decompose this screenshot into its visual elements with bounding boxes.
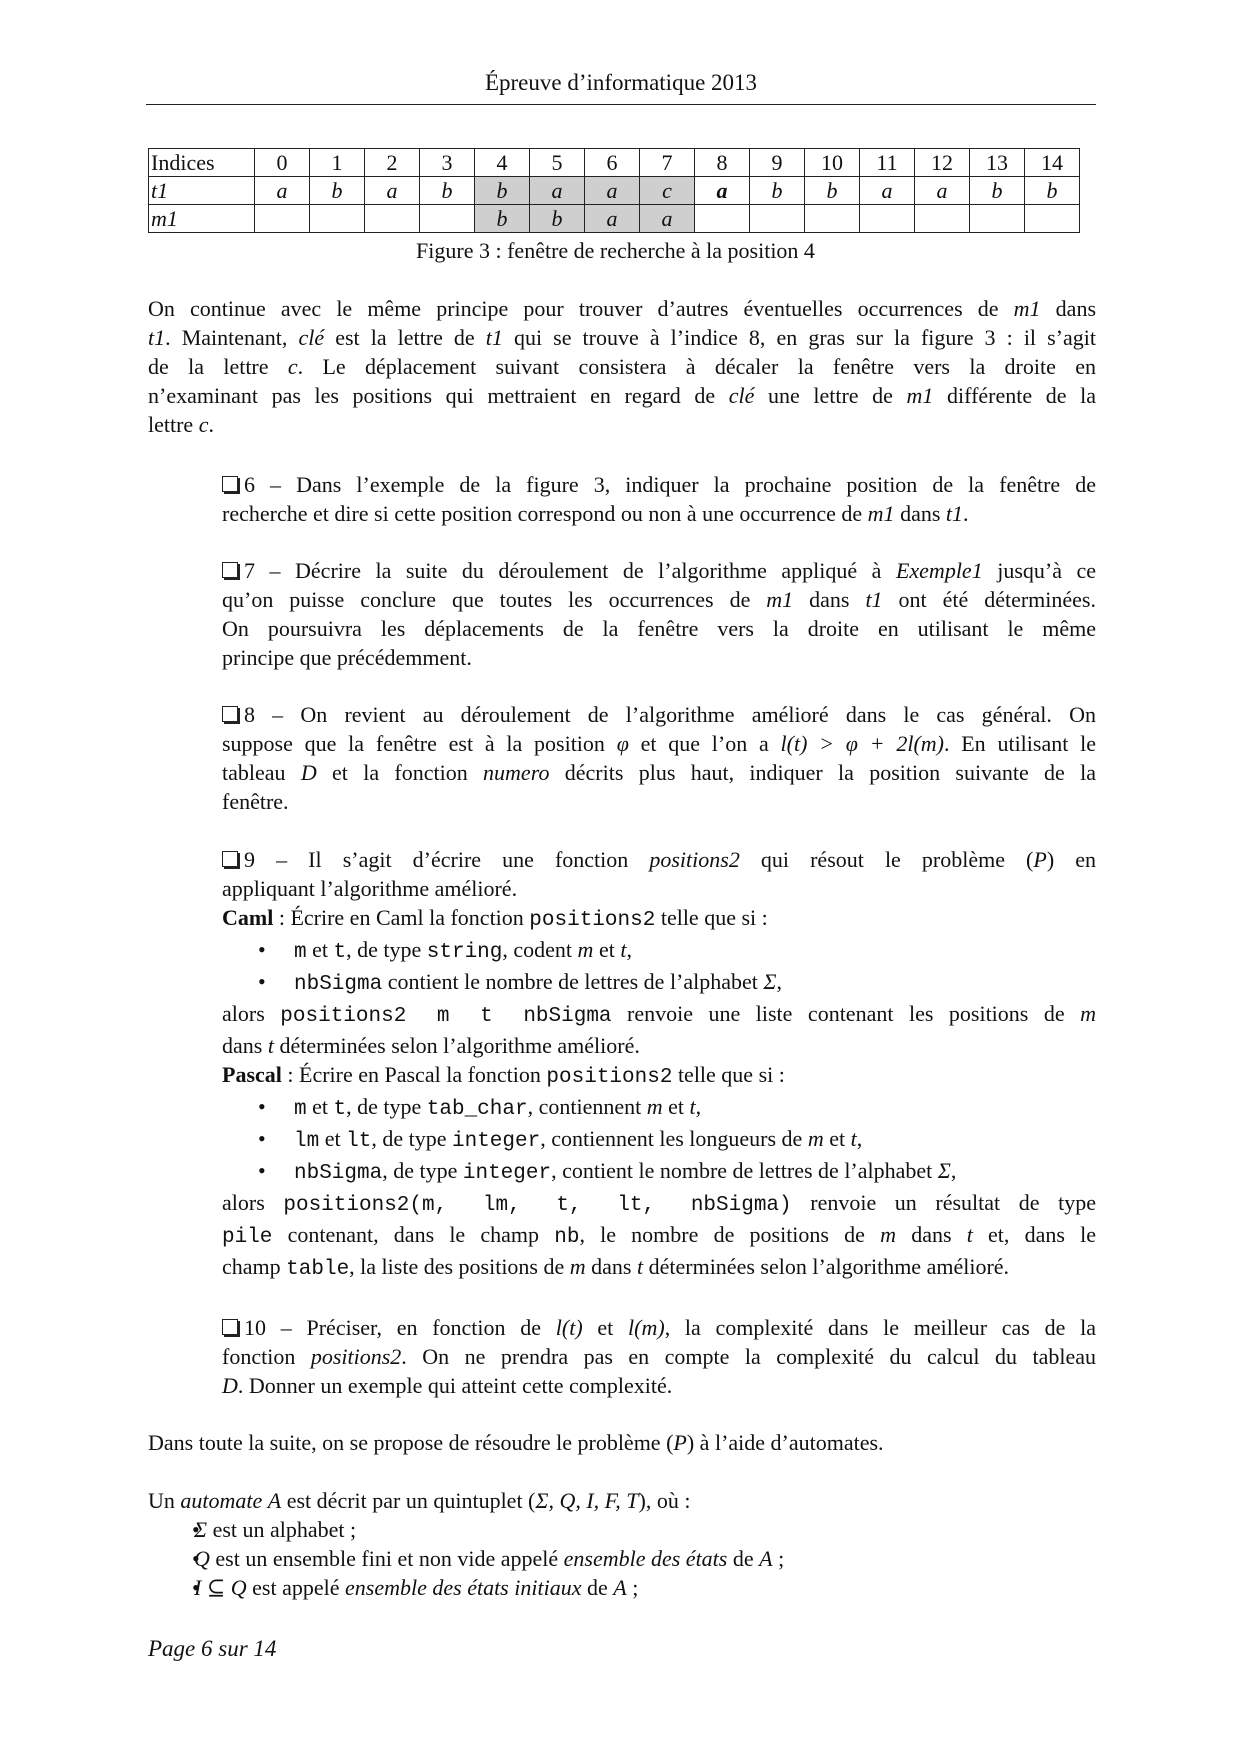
text-span: dans [793,587,866,612]
text-span [222,1342,1096,1371]
index-cell: 0 [255,149,310,177]
m1-cell [750,205,805,233]
t1-cell: b [750,177,805,205]
text-span: , de type [382,1158,463,1183]
text-span: nbSigma [294,1162,383,1185]
question-9 [222,845,1096,1284]
text-span: contenant, dans le champ [272,1222,555,1247]
m1-cell [970,205,1025,233]
text-span: t1 [485,325,503,350]
text-span: t [689,1094,696,1119]
text-span: numero [483,760,550,785]
text-span: . Donner un exemple qui atteint cette complexité. [237,1373,673,1398]
text-span: . [963,501,969,526]
text-span: string [426,941,503,964]
text-span: et [319,1126,347,1151]
text-span: , de type [371,1126,452,1151]
text-span [222,585,1096,614]
text-span: et [593,937,621,962]
text-span: fonction [222,1344,311,1369]
question-6 [222,470,1096,528]
text-span: et [823,1126,851,1151]
text-span: est la lettre de [324,325,486,350]
t1-cell: a [915,177,970,205]
text-span: m [569,1254,586,1279]
text-span: , de type [346,1094,427,1119]
text-span: alors [222,1190,284,1215]
text-span: de [727,1546,760,1571]
text-span: recherche et dire si cette position correspond ou non à une occurrence de [222,501,868,526]
text-span: m1 [1013,296,1041,321]
text-span: m1 [766,587,794,612]
index-cell: 7 [640,149,695,177]
m1-cell [365,205,420,233]
text-span [222,1252,1096,1284]
text-span: c [198,412,209,437]
row-label-t1: t1 [149,177,255,205]
text-span: Il s’agit d’écrire une fonction [287,847,650,872]
text-span [148,352,1096,381]
text-span: l(t) > φ + 2l(m) [780,731,944,756]
text-span: m [294,1098,307,1121]
index-cell: 3 [420,149,475,177]
t1-cell: a [365,177,420,205]
t1-cell: b [970,177,1025,205]
text-span: automate [180,1488,263,1513]
index-cell: 5 [530,149,585,177]
text-span: et que l’on a [628,731,781,756]
text-span: t [267,1033,274,1058]
list-item [222,1156,1096,1188]
text-span: φ [616,731,629,756]
row-label-indices: Indices [149,149,255,177]
text-span: . Maintenant, [165,325,299,350]
m1-cell [805,205,860,233]
index-cell: 4 [475,149,530,177]
text-span: est un ensemble fini et non vide appelé [209,1546,564,1571]
text-span: t [333,941,347,964]
text-span: ) à l’aide d’automates. [686,1430,884,1455]
text-span [222,845,1096,874]
row-label-m1: m1 [149,205,255,233]
text-span [222,1060,1096,1092]
page-header-title: Épreuve d’informatique 2013 [484,70,758,95]
text-span: fenêtre. [222,789,289,814]
text-span: , de type [346,937,427,962]
index-cell: 2 [365,149,420,177]
m1-cell [915,205,970,233]
text-span: A [759,1546,773,1571]
text-span: et [582,1315,629,1340]
text-span: ; [772,1546,785,1571]
text-span: m [880,1222,897,1247]
text-span: m [1080,1001,1097,1026]
text-span: principe que précédemment. [222,645,472,670]
text-span: Décrire la suite du déroulement de l’algorithme appliqué à [280,558,896,583]
text-span: dans [1040,296,1097,321]
text-span: ; [626,1575,639,1600]
t1-cell-window: a [585,177,640,205]
text-span: qu’on puisse conclure que toutes les occurrences de [222,587,767,612]
text-span [148,294,1096,323]
text-span: Σ, Q, I, F, T [535,1488,639,1513]
text-span: n’examinant pas les positions qui mettraient en regard de [148,383,729,408]
text-span: m1 [867,501,895,526]
text-span: dans [585,1254,637,1279]
text-span: ensemble des états [563,1546,728,1571]
index-cell: 8 [695,149,750,177]
m1-cell-window: a [640,205,695,233]
text-span: décrits plus haut, indiquer la position suivante de la [549,760,1096,785]
text-span: t [620,937,627,962]
text-span [222,1371,1096,1400]
text-span: qui se trouve à l’indice 8, en gras sur la figure 3 : il s’agit [502,325,1096,350]
page-footer: Page 6 sur 14 [148,1636,277,1661]
text-span: t1 [148,325,166,350]
index-cell: 9 [750,149,805,177]
text-span: D [300,760,317,785]
text-span: positions2 [310,1344,402,1369]
text-span [222,1220,1096,1252]
text-span [222,1313,1096,1342]
text-span: ), où : [638,1488,691,1513]
text-span: A [613,1575,627,1600]
m1-cell-window: b [475,205,530,233]
text-span: P [1033,847,1047,872]
checkbox-icon [222,476,238,492]
m1-cell [1025,205,1080,233]
m1-cell [860,205,915,233]
text-span: , la liste des positions de [349,1254,570,1279]
text-span: : Écrire en Caml la fonction [273,905,530,930]
index-cell: 11 [860,149,915,177]
text-span: ) en [1046,847,1097,872]
text-span: Un [148,1488,181,1513]
text-span: t1 [865,587,883,612]
text-span: l(t) [555,1315,583,1340]
text-span: m [646,1094,663,1119]
text-span: m [294,941,307,964]
t1-cell-window: a [530,177,585,205]
text-span [222,499,1096,528]
m1-cell [310,205,365,233]
t1-cell-window: b [475,177,530,205]
list-item [148,1573,1096,1602]
text-span: integer [451,1130,541,1153]
text-span: , le nombre de positions de [579,1222,881,1247]
text-span [222,700,1096,729]
question-number: 6 – [244,472,282,497]
t1-cell: b [420,177,475,205]
text-span [222,903,1096,935]
text-span: ensemble des états initiaux [345,1575,582,1600]
text-span: dans [896,1222,967,1247]
question-number: 10 – [244,1315,292,1340]
text-span: , la complexité dans le meilleur cas de la [664,1315,1096,1340]
question-number: 8 – [244,702,284,727]
text-span: integer [462,1162,552,1185]
text-span: et, dans le [972,1222,1096,1247]
index-cell: 12 [915,149,970,177]
index-cell: 13 [970,149,1025,177]
checkbox-icon [222,706,238,722]
text-span [222,470,1096,499]
header-rule [146,104,1096,105]
text-span: t [333,1098,347,1121]
list-item [222,967,1096,999]
text-span: telle que si : [672,1062,785,1087]
m1-cell-window: b [530,205,585,233]
list-item [222,1092,1096,1124]
text-span: Σ [194,1517,208,1542]
text-span: et la fonction [316,760,484,785]
list-item [222,935,1096,967]
text-span: : Écrire en Pascal la fonction [281,1062,547,1087]
t1-cell-window: c [640,177,695,205]
text-span: , contiennent les longueurs de [540,1126,808,1151]
text-span: I ⊆ Q [194,1575,247,1600]
text-span: lt [346,1130,372,1153]
text-span: clé [298,325,325,350]
text-span: déterminées selon l’algorithme amélioré. [273,1033,640,1058]
m1-cell [255,205,310,233]
text-span: Q [194,1546,210,1571]
text-span: , contiennent [527,1094,647,1119]
text-span: dans [222,1033,268,1058]
intro-paragraph [148,294,1096,439]
text-span [222,1031,1096,1060]
text-span: Préciser, en fonction de [291,1315,556,1340]
text-span: suppose que la fenêtre est à la position [222,731,617,756]
text-span: positions2 [649,847,740,872]
text-span: et [306,1094,334,1119]
text-span: l(m) [628,1315,665,1340]
index-cell: 1 [310,149,365,177]
text-span: m [577,937,594,962]
checkbox-icon [222,1319,238,1335]
text-span [148,1486,1096,1515]
text-span [222,1188,1096,1220]
text-span: On continue avec le même principe pour trouver d’autres éventuelles occurrences de [148,296,1014,321]
question-10 [222,1313,1096,1400]
question-7 [222,556,1096,672]
t1-cell: b [310,177,365,205]
suite-paragraph [148,1428,1096,1457]
text-span: , [626,937,632,962]
text-span: table [286,1258,350,1281]
text-span: . On ne prendra pas en compte la complexité du calcul du tableau [401,1344,1096,1369]
text-span: de la lettre [148,354,288,379]
text-span: qui résout le problème ( [739,847,1034,872]
text-span: lm [294,1130,320,1153]
text-span: nb [554,1226,580,1249]
checkbox-icon [222,562,238,578]
text-span: appliquant l’algorithme amélioré. [222,876,518,901]
text-span: est décrit par un quintuplet ( [281,1488,536,1513]
text-span: Pascal [222,1062,282,1087]
text-span: On revient au déroulement de l’algorithme amélioré dans le cas général. On [283,702,1096,727]
text-span: Caml [222,905,274,930]
automate-definition [148,1486,1096,1602]
text-span: renvoie une liste contenant les positions de [611,1001,1081,1026]
text-span: , contient le nombre de lettres de l’alphabet [551,1158,938,1183]
text-span: , [856,1126,863,1151]
text-span [222,729,1096,758]
text-span: positions2 [546,1066,673,1089]
text-span: m1 [906,383,934,408]
text-span: pile [222,1226,273,1249]
text-span: m [807,1126,824,1151]
t1-cell: a [255,177,310,205]
text-span: Dans l’exemple de la figure 3, indiquer la prochaine position de la fenêtre de [281,472,1096,497]
question-8 [222,700,1096,816]
text-span: lettre [148,412,199,437]
text-span: D [222,1373,238,1398]
text-span: renvoie un résultat de type [791,1190,1096,1215]
text-span: Dans toute la suite, on se propose de résoudre le problème ( [148,1430,674,1455]
text-span [148,381,1096,410]
text-span: , codent [502,937,578,962]
text-span: positions2 m t nbSigma [280,1005,612,1028]
figure-3-table [148,148,1080,233]
question-number: 7 – [244,558,281,583]
checkbox-icon [222,851,238,867]
t1-cell-key: a [695,177,750,205]
text-span: , [950,1158,957,1183]
m1-cell [695,205,750,233]
text-span: Σ [937,1158,951,1183]
list-item [148,1515,1096,1544]
text-span: t [850,1126,857,1151]
m1-cell [420,205,475,233]
text-span: . Le déplacement suivant consistera à décaler la fenêtre vers la droite en [297,354,1096,379]
question-number: 9 – [244,847,288,872]
text-span: champ [222,1254,287,1279]
text-span: Exemple1 [895,558,983,583]
list-item [148,1544,1096,1573]
t1-cell: b [1025,177,1080,205]
index-cell: 14 [1025,149,1080,177]
text-span: est un alphabet ; [207,1517,357,1542]
text-span: t1 [945,501,964,526]
t1-cell: b [805,177,860,205]
text-span: tab_char [426,1098,528,1121]
index-cell: 6 [585,149,640,177]
text-span: de [581,1575,614,1600]
text-span: alors [222,1001,281,1026]
text-span [222,999,1096,1031]
text-span: nbSigma [294,973,383,996]
text-span: , [695,1094,702,1119]
text-span: ont été déterminées. [882,587,1096,612]
text-span: . [208,412,214,437]
text-span: P [673,1430,687,1455]
text-span: . En utilisant le [943,731,1096,756]
m1-cell-window: a [585,205,640,233]
text-span: Σ [763,969,777,994]
text-span: tableau [222,760,301,785]
text-span: différente de la [933,383,1096,408]
text-span [148,323,1096,352]
text-span [148,1428,1096,1457]
text-span: A [267,1488,282,1513]
text-span: clé [728,383,755,408]
text-span: On poursuivra les déplacements de la fenêtre vers la droite en utilisant le même [222,616,1096,641]
table-row-t1 [149,177,1080,205]
text-span: et [662,1094,690,1119]
text-span [148,410,1096,439]
text-span: jusqu’à ce [982,558,1097,583]
index-cell: 10 [805,149,860,177]
text-span: dans [894,501,946,526]
text-span: positions2(m, lm, t, lt, nbSigma) [283,1194,792,1217]
text-span: et [306,937,334,962]
text-span: , [776,969,782,994]
text-span: déterminées selon l’algorithme amélioré. [643,1254,1010,1279]
text-span: contient le nombre de lettres de l’alphabet [382,969,764,994]
t1-cell: a [860,177,915,205]
text-span [222,556,1096,585]
text-span: une lettre de [754,383,907,408]
table-row-m1 [149,205,1080,233]
text-span: c [287,354,298,379]
text-span [222,758,1096,787]
text-span: telle que si : [655,905,768,930]
text-span: t [636,1254,644,1279]
table-row-indices [149,149,1080,177]
text-span: t [966,1222,973,1247]
figure-caption: Figure 3 : fenêtre de recherche à la position 4 [416,238,815,263]
list-item [222,1124,1096,1156]
text-span: positions2 [529,909,656,932]
text-span: est appelé [246,1575,346,1600]
